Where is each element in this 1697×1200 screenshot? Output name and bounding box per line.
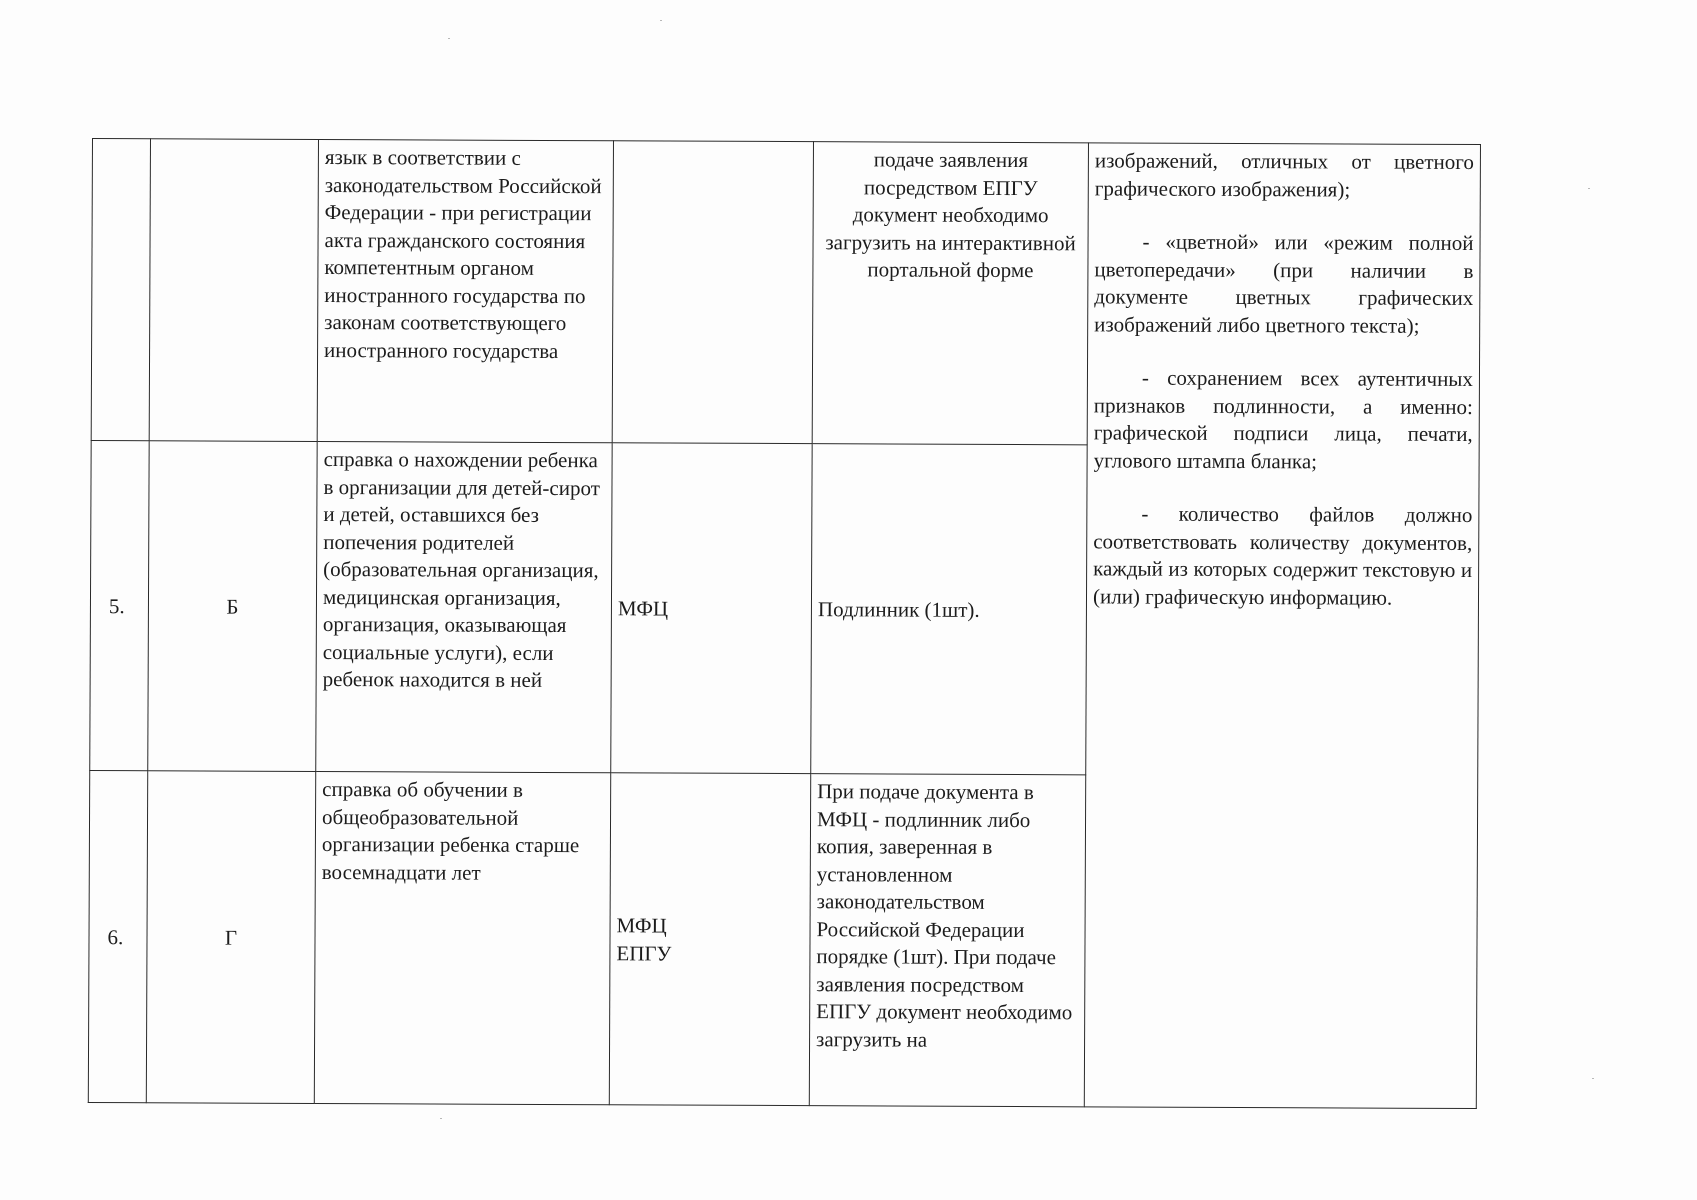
row-document-name: язык в соответствии с законодательством Российской Федерации - при регистрации акта гражданского состояния компетентным органом иностранного государства по законам соответствующего иностранного государства [317,139,613,442]
row-submission-place [612,141,813,444]
row-document-form: Подлинник (1шт). [811,444,1087,775]
row-number: 5. [90,440,149,770]
row-category: Г [146,771,315,1104]
requirement-paragraph: - «цветной» или «режим полной цветопередачи» (при наличии в документе цветных графических изображений либо цветного текста); [1094,229,1474,338]
row-submission-place: МФЦ [611,443,812,774]
scan-speck [660,20,662,21]
row-submission-place: МФЦ ЕПГУ [609,773,810,1106]
scan-speck [1592,1078,1594,1079]
scan-speck [448,38,450,39]
scan-speck [440,1118,442,1119]
row-category [149,139,318,442]
requirements-cell [1084,143,1480,1109]
row-document-name: справка о нахождении ребенка в организации для детей-сирот и детей, оставшихся без попечения родителей (образовательная организация, медицинская организация, организация, оказывающая социальные услуги), если ребенок находится в ней [316,441,612,772]
requirement-paragraph: изображений, отличных от цветного графического изображения); [1094,148,1474,201]
row-document-name: справка об обучении в общеобразовательной организации ребенка старше восемнадцати лет [314,771,610,1104]
row-document-form: При подаче документа в МФЦ - подлинник либо копия, заверенная в установленном законодательством Российской Федерации порядке (1шт). При подаче заявления посредством ЕПГУ документ необходимо загрузить на [809,774,1085,1107]
row-number: 6. [88,770,147,1102]
table-row [91,139,1480,447]
documents-table [88,138,1481,1109]
row-number [91,139,150,441]
row-category: Б [148,441,317,772]
requirement-paragraph: - сохранением всех аутентичных признаков подлинности, а именно: графической подписи лица, печати, углового штампа бланка; [1093,365,1474,473]
requirement-paragraph: - количество файлов должно соответствовать количеству документов, каждый из которых содержит текстовую и (или) графическую информацию. [1092,501,1473,610]
row-document-form: подаче заявления посредством ЕПГУ документ необходимо загрузить на интерактивной портальной форме [812,142,1088,445]
scan-speck [1588,188,1590,189]
